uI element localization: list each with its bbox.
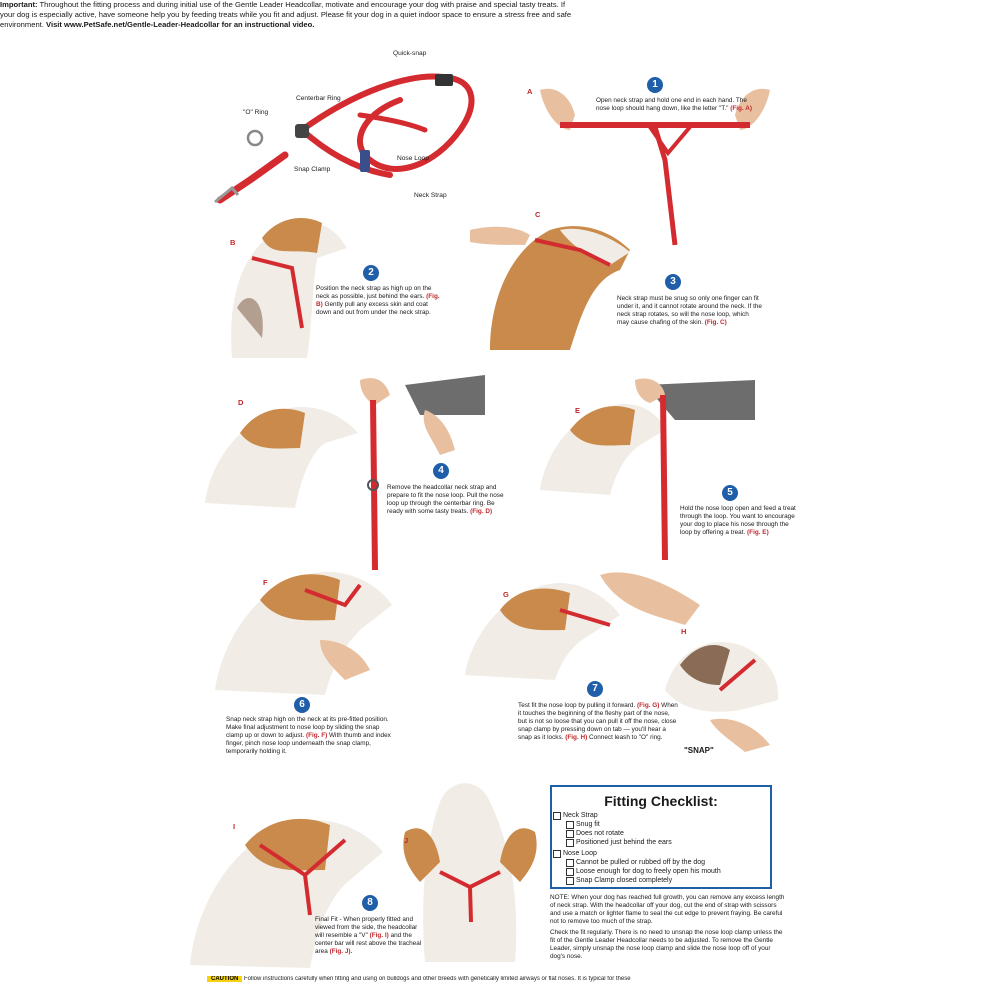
- step-badge-5: 5: [722, 485, 738, 501]
- photo-fig-d: [200, 393, 360, 513]
- note-paragraph-2: Check the fit regularly. There is no need to unsnap the nose loop clamp unless the fit of the Gentle Leader Headcollar needs to be adjusted. To remove the Gentle Leader, simply unsnap the nose loop clamp and slide the nose loop off of your dog's nose.: [550, 929, 783, 960]
- step-7-body2: When it touches the beginning of the fleshy part of the nose, but is not so loose that you can pull it off the nose, close snap clamp by pressing down on tab — you'll hear a snap as it locks.: [518, 702, 678, 741]
- headcollar-diagram: [210, 60, 500, 220]
- checklist-item[interactable]: [552, 838, 770, 847]
- checklist-item-label: Does not rotate: [576, 830, 624, 837]
- step-6-body2: With thumb and index finger, pinch nose loop underneath the snap clamp, temporarily holding it.: [226, 732, 391, 755]
- step-5-text: [680, 505, 798, 537]
- checklist-item[interactable]: [552, 876, 770, 885]
- label-neck-strap: Neck Strap: [414, 192, 447, 199]
- fig-letter-j: J: [404, 836, 409, 845]
- step-5-ref: (Fig. E): [747, 529, 769, 536]
- step-badge-7: 7: [587, 681, 603, 697]
- step-1-text: [596, 97, 761, 113]
- step-3-text: [617, 295, 762, 327]
- fig-letter-f: F: [263, 578, 268, 587]
- checkbox-icon[interactable]: [566, 839, 574, 847]
- fig-letter-d: D: [238, 398, 244, 407]
- checkbox-icon[interactable]: [553, 850, 561, 858]
- step-badge-2: 2: [363, 265, 379, 281]
- label-centerbar-ring: Centerbar Ring: [296, 95, 341, 102]
- checklist-group-nose-loop[interactable]: [552, 849, 770, 858]
- step-4-text: [387, 484, 507, 516]
- step-7-ref2: (Fig. H): [565, 734, 588, 741]
- label-snap-clamp: Snap Clamp: [294, 166, 331, 173]
- step-6-body: Snap neck strap high on the neck at its pre-fitted position. Make final adjustment to nose loop by sliding the snap clamp up or down to adjust.: [226, 716, 389, 739]
- step-2-ref: (Fig. B): [316, 293, 440, 308]
- checklist-group-label: Nose Loop: [563, 850, 597, 857]
- label-nose-loop: Nose Loop: [397, 155, 429, 162]
- step-7-ref: (Fig. G): [637, 702, 660, 709]
- step-badge-8: 8: [362, 895, 378, 911]
- step-8-ref2: (Fig. J).: [329, 948, 353, 955]
- step-1-body: Open neck strap and hold one end in each hand. The nose loop should hang down, like the letter "T.": [596, 97, 747, 112]
- step-3-body: Neck strap must be snug so only one finger can fit under it, and it cannot rotate around the neck. If the neck strap rotates, so will the nose loop, which may cause chafing of the skin.: [617, 295, 762, 326]
- step-7-text: [518, 702, 678, 742]
- fig-letter-a: A: [527, 87, 533, 96]
- step-1-ref: (Fig. A): [730, 105, 752, 112]
- checklist-item[interactable]: [552, 820, 770, 829]
- checklist-group-neck-strap[interactable]: [552, 811, 770, 820]
- checklist-item-label: Loose enough for dog to freely open his mouth: [576, 868, 721, 875]
- checkbox-icon[interactable]: [566, 830, 574, 838]
- checklist-item[interactable]: [552, 858, 770, 867]
- intro-paragraph: [0, 0, 580, 31]
- checklist-title: Fitting Checklist:: [604, 793, 718, 809]
- step-8-ref: (Fig. I): [369, 932, 389, 939]
- step-7-body3: Connect leash to "O" ring.: [589, 734, 663, 741]
- checklist-item[interactable]: [552, 829, 770, 838]
- fig-letter-g: G: [503, 590, 509, 599]
- step-8-body: Final Fit - When properly fitted and viewed from the side, the headcollar will resemble a "V": [315, 916, 418, 939]
- step-4-ref: (Fig. D): [470, 508, 493, 515]
- checklist-item-label: Snug fit: [576, 821, 600, 828]
- checklist-item-label: Positioned just behind the ears: [576, 839, 672, 846]
- caution-tag: CAUTION: [207, 976, 242, 982]
- step-2-body2: Gently pull any excess skin and coat down and out from under the neck strap.: [316, 301, 431, 316]
- step-4-body: Remove the headcollar neck strap and prepare to fit the nose loop. Pull the nose loop up through the centerbar ring. Be ready with some tasty treats.: [387, 484, 504, 515]
- step-7-body: Test fit the nose loop by pulling it forward.: [518, 702, 636, 709]
- fig-letter-c: C: [535, 210, 541, 219]
- checkbox-icon[interactable]: [566, 877, 574, 885]
- label-quick-snap: Quick-snap: [393, 50, 427, 57]
- note-paragraph-1: NOTE: When your dog has reached full growth, you can remove any excess length of neck strap. With the headcollar off your dog, cut the end of strap with scissors and use a match or lighter flame to seal the cut edge to prevent fraying. Be careful not to remove too much of the strap.: [550, 894, 785, 925]
- step-6-text: [226, 716, 396, 756]
- fig-letter-e: E: [575, 406, 581, 415]
- photo-fig-h: [660, 630, 785, 755]
- intro-link[interactable]: Visit www.PetSafe.net/Gentle-Leader-Headcollar for an instructional video.: [46, 20, 315, 30]
- fig-letter-h: H: [681, 627, 687, 636]
- photo-fig-f: [210, 560, 400, 700]
- caution-bar: [207, 976, 787, 984]
- photo-fig-d-hands: [355, 375, 495, 575]
- intro-bold: Important:: [0, 0, 38, 9]
- step-badge-3: 3: [665, 274, 681, 290]
- checklist-group-label: Neck Strap: [563, 812, 598, 819]
- fig-letter-b: B: [230, 238, 236, 247]
- snap-label: "SNAP": [684, 746, 714, 755]
- step-8-body2: and the center bar will rest above the tracheal area: [315, 932, 422, 955]
- checklist-item-label: Cannot be pulled or rubbed off by the dog: [576, 859, 706, 866]
- checkbox-icon[interactable]: [566, 821, 574, 829]
- step-3-ref: (Fig. C): [704, 319, 727, 326]
- checkbox-icon[interactable]: [566, 859, 574, 867]
- step-8-text: [315, 916, 425, 956]
- step-6-ref: (Fig. F): [305, 732, 328, 739]
- step-badge-6: 6: [294, 697, 310, 713]
- step-badge-4: 4: [433, 463, 449, 479]
- checkbox-icon[interactable]: [566, 868, 574, 876]
- intro-text: Throughout the fitting process and during initial use of the Gentle Leader Headcollar, motivate and encourage your dog with praise and special tasty treats. If your dog is especially active, have someone help you by feeding treats while you fit and adjust. Please fit your dog in a quiet indoor space to ensure a stress free and safe environment.: [0, 0, 572, 30]
- fig-letter-i: I: [233, 822, 236, 831]
- caution-text: Follow instructions carefully when fitting and using on bulldogs and other breeds with genetically limited airways or flat noses. It is typical for these: [244, 976, 631, 982]
- checklist-item-label: Snap Clamp closed completely: [576, 877, 673, 884]
- step-badge-1: 1: [647, 77, 663, 93]
- label-o-ring: "O" Ring: [243, 109, 269, 116]
- checklist-item[interactable]: [552, 867, 770, 876]
- fitting-checklist: [550, 785, 772, 889]
- step-5-body: Hold the nose loop open and feed a treat through the loop. You want to encourage your dog to place his nose through the loop by offering a treat.: [680, 505, 796, 536]
- photo-fig-c: [470, 210, 650, 355]
- checkbox-icon[interactable]: [553, 812, 561, 820]
- step-2-text: [316, 285, 444, 317]
- step-2-body: Position the neck strap as high up on the neck as possible, just behind the ears.: [316, 285, 432, 300]
- note-text: [550, 894, 786, 961]
